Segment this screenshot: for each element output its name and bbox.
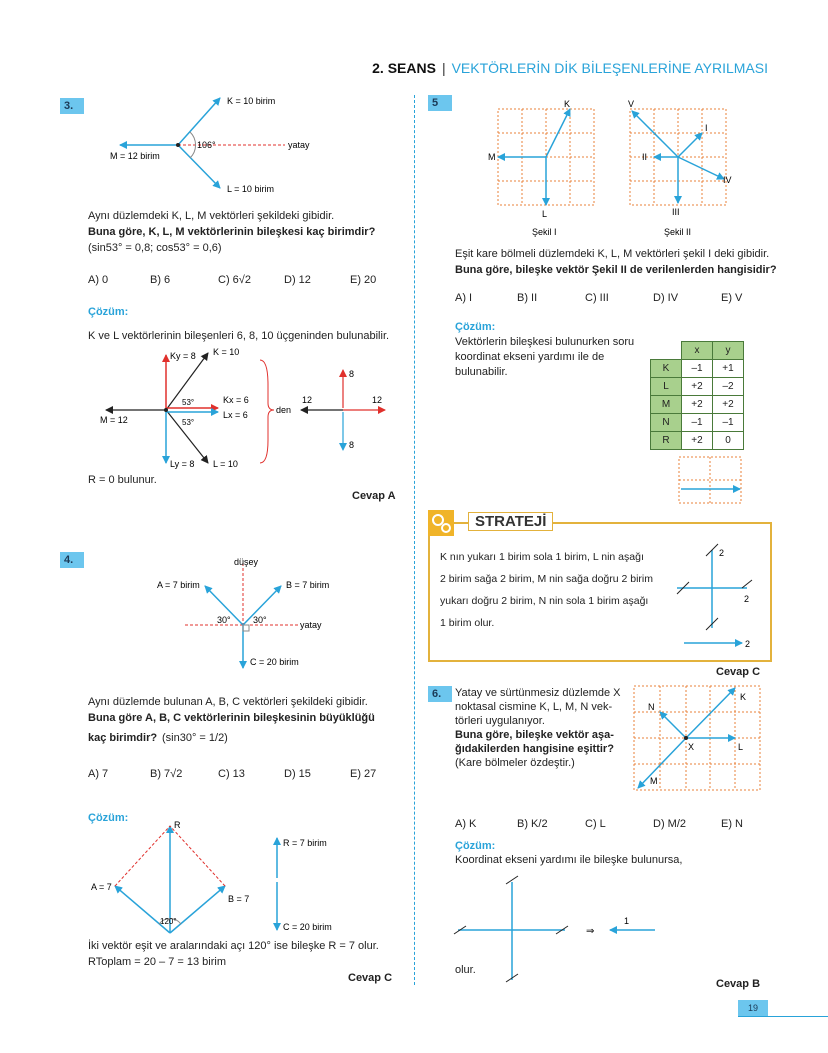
q5-component-table bbox=[650, 341, 744, 450]
q4-cozum-label: Çözüm: bbox=[88, 812, 129, 824]
q3-origin bbox=[176, 143, 180, 147]
q3-option-d[interactable]: D) 12 bbox=[284, 274, 311, 286]
q4-angle-2: 30° bbox=[253, 615, 267, 625]
q3-text-2: Buna göre, K, L, M vektörlerinin bileşkesi kaç birimdir? bbox=[88, 226, 376, 238]
q6-bold-2: ğıdakilerden hangisine eşittir? bbox=[455, 743, 614, 755]
table-row bbox=[651, 432, 744, 450]
q6-option-d[interactable]: D) M/2 bbox=[653, 818, 686, 830]
table-cell: +2 bbox=[682, 378, 713, 396]
table-cell: R bbox=[651, 432, 682, 450]
table-cell: +2 bbox=[682, 396, 713, 414]
q6-label-m: M bbox=[650, 776, 658, 786]
question-number-4: 4. bbox=[60, 552, 84, 568]
strategy-n2-right: 2 bbox=[744, 594, 750, 604]
q4-label-b: B = 7 birim bbox=[286, 580, 330, 590]
strategy-n2-top: 2 bbox=[719, 548, 725, 558]
q4s-label-b: B = 7 bbox=[228, 894, 250, 904]
q4-label-dusey: düşey bbox=[234, 557, 259, 567]
q6-label-k: K bbox=[740, 692, 747, 702]
q3s-label-lx: Lx = 6 bbox=[223, 410, 248, 420]
q4-angle-1: 30° bbox=[217, 615, 231, 625]
q4-answer: Cevap C bbox=[348, 972, 393, 984]
table-row bbox=[651, 378, 744, 396]
gears-icon bbox=[428, 510, 454, 536]
q5-caption-2: Şekil II bbox=[664, 227, 692, 237]
q3-option-c[interactable]: C) 6√2 bbox=[218, 274, 251, 286]
table-cell: M bbox=[651, 396, 682, 414]
q5-answer: Cevap C bbox=[716, 666, 761, 678]
q4-figure bbox=[150, 553, 350, 671]
q4-label-a: A = 7 birim bbox=[157, 580, 200, 590]
q4s-label-r7: R = 7 birim bbox=[283, 838, 327, 848]
question-number-6: 6. bbox=[428, 686, 452, 702]
strategy-line-4: 1 birim olur. bbox=[440, 617, 495, 629]
q3s-angle-2: 53° bbox=[182, 418, 195, 427]
q6-answer: Cevap B bbox=[716, 978, 761, 990]
q3s-n8-bottom: 8 bbox=[349, 440, 355, 450]
seans-label: 2. SEANS bbox=[372, 60, 436, 76]
q3s-label-ly: Ly = 8 bbox=[170, 459, 195, 469]
q3-cozum-label: Çözüm: bbox=[88, 306, 129, 318]
q4-solution-text-2: RToplam = 20 – 7 = 13 birim bbox=[88, 956, 226, 968]
q3s-label-l: L = 10 bbox=[213, 459, 238, 469]
table-row bbox=[651, 360, 744, 378]
q3s-den: den bbox=[276, 405, 292, 415]
table-cell: K bbox=[651, 360, 682, 378]
table-cell: –1 bbox=[713, 414, 744, 432]
table-cell: –2 bbox=[713, 378, 744, 396]
q6-implies-arrow: ⇒ bbox=[586, 926, 595, 937]
q4-solution-figure bbox=[85, 818, 385, 936]
table-cell: –1 bbox=[682, 360, 713, 378]
q3-answer: Cevap A bbox=[352, 490, 396, 502]
q6-cozum-label: Çözüm: bbox=[455, 840, 496, 852]
q5-label-i: I bbox=[705, 123, 708, 133]
q4-text-3b: (sin30° = 1/2) bbox=[162, 732, 228, 744]
q6-label-x: X bbox=[688, 742, 695, 752]
q6-line-3: törleri uygulanıyor. bbox=[455, 715, 545, 727]
q3-label-yatay: yatay bbox=[288, 140, 310, 150]
q3-label-l: L = 10 birim bbox=[227, 184, 274, 194]
q5-label-iii: III bbox=[672, 207, 680, 217]
q6-olur: olur. bbox=[455, 964, 476, 976]
q6-label-n: N bbox=[648, 702, 655, 712]
q3s-label-m: M = 12 bbox=[100, 415, 128, 425]
table-cell: +1 bbox=[713, 360, 744, 378]
table-head-y: y bbox=[713, 342, 744, 360]
q4-label-yatay: yatay bbox=[300, 620, 322, 630]
page-number-rule bbox=[738, 1016, 828, 1017]
q3s-label-kx: Kx = 6 bbox=[223, 395, 249, 405]
q5-caption-1: Şekil I bbox=[532, 227, 557, 237]
q6-line-2: noktasal cismine K, L, M, N vek- bbox=[455, 701, 613, 713]
q5-text-2: Buna göre, bileşke vektör Şekil II de verilenlerden hangisidir? bbox=[455, 264, 777, 276]
q6-solution-figure bbox=[450, 872, 670, 987]
q3-vector-k bbox=[178, 98, 220, 145]
header-title: VEKTÖRLERİN DİK BİLEŞENLERİNE AYRILMASI bbox=[451, 60, 768, 76]
strategy-figure bbox=[672, 540, 762, 652]
strategy-line-1: K nın yukarı 1 birim sola 1 birim, L nin aşağı bbox=[440, 551, 644, 563]
q4s-label-c20: C = 20 birim bbox=[283, 922, 332, 932]
q3-result: R = 0 bulunur. bbox=[88, 474, 157, 486]
q5-option-b[interactable]: B) II bbox=[517, 292, 538, 304]
table-cell: 0 bbox=[713, 432, 744, 450]
table-row bbox=[651, 414, 744, 432]
q6-line-1: Yatay ve sürtünmesiz düzlemde X bbox=[455, 687, 621, 699]
table-row bbox=[651, 396, 744, 414]
q6-label-l: L bbox=[738, 742, 744, 752]
q3-text-3: (sin53° = 0,8; cos53° = 0,6) bbox=[88, 242, 222, 254]
table-cell: +2 bbox=[713, 396, 744, 414]
q4-option-e[interactable]: E) 27 bbox=[350, 768, 377, 780]
q3-solution-text: K ve L vektörlerinin bileşenleri 6, 8, 10 üçgeninden bulunabilir. bbox=[88, 330, 390, 342]
q6-option-b[interactable]: B) K/2 bbox=[517, 818, 548, 830]
q4-solution-text-1: İki vektör eşit ve aralarındaki açı 120° ise bileşke R = 7 olur. bbox=[88, 940, 379, 952]
q3-option-a[interactable]: A) 0 bbox=[88, 274, 109, 286]
q3-option-b[interactable]: B) 6 bbox=[150, 274, 171, 286]
q3s-angle-1: 53° bbox=[182, 398, 195, 407]
q3-vector-l bbox=[178, 145, 220, 188]
q4s-label-r: R bbox=[174, 820, 181, 830]
strategy-line-3: yukarı doğru 2 birim, N nin sola 1 birim aşağı bbox=[440, 595, 649, 607]
strategy-title: STRATEJİ bbox=[468, 512, 553, 531]
table-cell: –1 bbox=[682, 414, 713, 432]
q3s-n12-right: 12 bbox=[372, 395, 383, 405]
q5-label-ii: II bbox=[642, 152, 648, 162]
q3-figure bbox=[100, 92, 340, 197]
q3-text-1: Aynı düzlemdeki K, L, M vektörleri şekildeki gibidir. bbox=[88, 210, 335, 222]
q3-label-angle: 106° bbox=[197, 140, 216, 150]
q6-option-a[interactable]: A) K bbox=[455, 818, 477, 830]
page-number: 19 bbox=[738, 1000, 768, 1016]
q3-option-e[interactable]: E) 20 bbox=[350, 274, 377, 286]
q6-bold-1: Buna göre, bileşke vektör aşa- bbox=[455, 729, 614, 741]
table-cell: +2 bbox=[682, 432, 713, 450]
q3s-label-k: K = 10 bbox=[213, 347, 240, 357]
q3-label-m: M = 12 birim bbox=[110, 151, 160, 161]
q4-option-c[interactable]: C) 13 bbox=[218, 768, 245, 780]
q4-label-c: C = 20 birim bbox=[250, 657, 299, 667]
q3-label-k: K = 10 birim bbox=[227, 96, 276, 106]
q5-label-m: M bbox=[488, 152, 496, 162]
q5-label-iv: IV bbox=[723, 175, 732, 185]
q5-label-k: K bbox=[564, 99, 571, 109]
q5-label-l: L bbox=[542, 209, 548, 219]
q5-solution-text: Vektörlerin bileşkesi bulunurken soru koordinat ekseni yardımı ile de bulunabilir. bbox=[455, 336, 635, 378]
q5-option-a[interactable]: A) I bbox=[455, 292, 473, 304]
column-divider bbox=[414, 95, 415, 985]
q4s-angle: 120° bbox=[160, 917, 177, 926]
table-header bbox=[651, 342, 744, 360]
q6-text bbox=[455, 686, 620, 770]
page-header bbox=[372, 60, 768, 76]
table-head-x: x bbox=[682, 342, 713, 360]
q4-text-3: kaç birimdir? bbox=[88, 732, 158, 744]
table-cell: L bbox=[651, 378, 682, 396]
q6-solution-text: Koordinat ekseni yardımı ile bileşke bulunursa, bbox=[455, 854, 683, 866]
q5-option-c[interactable]: C) III bbox=[585, 292, 609, 304]
q5-cozum-label: Çözüm: bbox=[455, 321, 496, 333]
q5-option-d[interactable]: D) IV bbox=[653, 292, 679, 304]
q4-text-1: Aynı düzlemde bulunan A, B, C vektörleri şekildeki gibidir. bbox=[88, 696, 368, 708]
q6-n1: 1 bbox=[624, 916, 630, 926]
strategy-line-2: 2 birim sağa 2 birim, M nin sağa doğru 2 birim bbox=[440, 573, 654, 585]
q4-option-a[interactable]: A) 7 bbox=[88, 768, 109, 780]
table-cell: N bbox=[651, 414, 682, 432]
q3s-n8-top: 8 bbox=[349, 369, 355, 379]
q4-text-2: Buna göre A, B, C vektörlerinin bileşkesinin büyüklüğü bbox=[88, 712, 375, 724]
q4-option-b[interactable]: B) 7√2 bbox=[150, 768, 183, 780]
strategy-text bbox=[440, 546, 653, 634]
q4-option-d[interactable]: D) 15 bbox=[284, 768, 311, 780]
q6-option-c[interactable]: C) L bbox=[585, 818, 606, 830]
header-separator: | bbox=[441, 60, 446, 76]
strategy-n2-result: 2 bbox=[745, 639, 751, 649]
q5-option-e[interactable]: E) V bbox=[721, 292, 743, 304]
q4s-label-a: A = 7 bbox=[91, 882, 112, 892]
q5-result-grid bbox=[678, 456, 744, 506]
question-number-3: 3. bbox=[60, 98, 84, 114]
q6-figure bbox=[632, 684, 764, 792]
q5-figures bbox=[480, 95, 750, 240]
q3s-brace bbox=[260, 360, 274, 463]
q3s-label-ky: Ky = 8 bbox=[170, 351, 196, 361]
q3s-n12-left: 12 bbox=[302, 395, 313, 405]
q6-option-e[interactable]: E) N bbox=[721, 818, 743, 830]
q3-solution-figure bbox=[88, 345, 398, 470]
q6-note: (Kare bölmeler özdeştir.) bbox=[455, 757, 575, 769]
q5-label-v: V bbox=[628, 99, 635, 109]
question-number-5: 5 bbox=[428, 95, 452, 111]
table-corner bbox=[651, 342, 682, 360]
q5-text-1: Eşit kare bölmeli düzlemdeki K, L, M vektörleri şekil I deki gibidir. bbox=[455, 248, 770, 260]
